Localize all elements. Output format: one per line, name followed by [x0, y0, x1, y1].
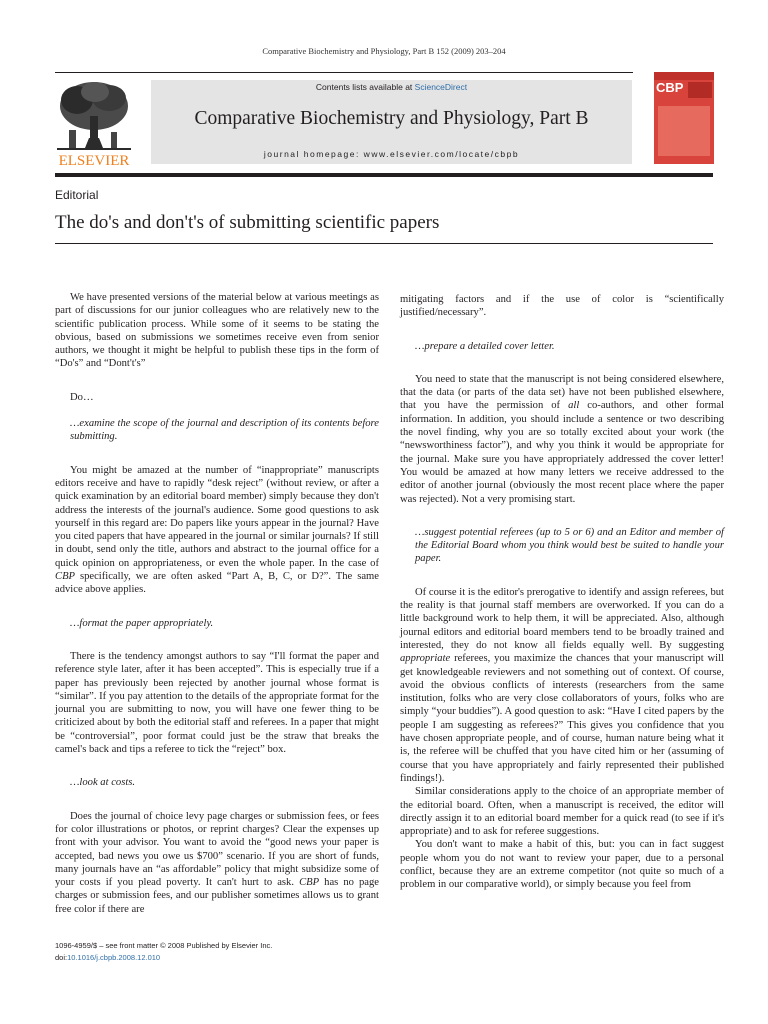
- paragraph-editorial-board: Similar considerations apply to the choice of an appropriate member of the editorial board. Often, when a manuscript is received, the editor will directly assign it to an editorial board member for a quick read (to see if it's appropriate) and to ask for referee suggestions.: [400, 786, 724, 838]
- title-rule: [55, 243, 713, 244]
- paragraph-costs: Does the journal of choice levy page charges or submission fees, or fees for color illustrations or photos, or reprint charges? Clear the expenses up front with your advisor. You want to avoid the “good news your paper is accepted, bad news you owe us $700” scenario. If you are short of funds, many journals have an “as affordable” policy that might subsidize some of your costs if you plead poverty. It can't hurt to ask. CBP has no page charges or submission fees, and our publisher sometimes allows us to grant free color if there are: [55, 810, 379, 915]
- subhead-look-at-costs: …look at costs.: [70, 777, 136, 789]
- subhead-cover-letter: …prepare a detailed cover letter.: [415, 340, 555, 352]
- cover-letters: CBP: [656, 80, 684, 95]
- subhead-suggest-referees: …suggest potential referees (up to 5 or 6) and an Editor and member of the Editorial Board whom you think would best be suited to handle your paper.: [415, 526, 724, 565]
- contents-line: [151, 82, 632, 92]
- paragraph-referees: Of course it is the editor's prerogative to identify and assign referees, but the reality is that journal staff members are overworked. If you can do a little background work to help them, it will be appreciated. Also, although journal editors and editorial board members tend to be broadly trained and interested, they do not know all fields equally well. By suggesting appropriate referees, you maximize the chances that your manuscript will get knowledgeable reviewers and not something out of context. Of course, avoid the obvious conflicts of interests (researchers from the same institution, folks who are very close collaborators of yours, folks who are simply “your buddies”). A good question to ask: “Have I cited papers by the people I am suggesting as referees?” This gives you confidence that you have chosen appropriate people, and of course, human nature being what it is, the referee will be chuffed that you have cited him or her (assuming of course that you have appropriately and fairly represented their published findings!).: [400, 586, 724, 784]
- paragraph-costs-continued: mitigating factors and if the use of color is “scientifically justified/necessary”.: [400, 294, 724, 319]
- contents-prefix: Contents lists available at: [315, 82, 415, 92]
- paragraph-cover-letter: You need to state that the manuscript is not being considered elsewhere, that the data (or parts of the data set) have not been published elsewhere, that you have the permission of all co-authors, and other formal information. In addition, you should include a sentence or two describing the novel finding, why you are so totally excited about your work (the “newsworthiness factor”), and why you think it would be appropriate for the journal. Make sure you have appropriately addressed the cover letter! You would be amazed at how many letters we receive addressed to the editor of another journal (obviously the most recent place where the paper was rejected). Not a very promising start.: [400, 373, 724, 505]
- do-label: Do…: [70, 391, 94, 403]
- publisher-name: ELSEVIER: [58, 153, 130, 168]
- footer: [55, 940, 272, 964]
- doi-line: doi:10.1016/j.cbpb.2008.12.010: [55, 953, 161, 962]
- subhead-format-paper: …format the paper appropriately.: [70, 617, 214, 629]
- intro-paragraph: We have presented versions of the material below at various meetings as part of discussions for our junior colleagues who are relatively new to the scientific publication process. While some of it seems to be stating the obvious, based on submissions we sometimes receive even from senior authors, we thought it might be helpful to publish these tips in the form of “Do's” and “Dont't's”: [55, 292, 379, 370]
- paragraph-format: There is the tendency amongst authors to say “I'll format the paper and reference style later, after it has been accepted”. This is especially true if a paper has previously been rejected by another journal whose format is “similar”. If you pay attention to the details of the appropriate format for the journal you are submitting to now, you will have one fewer thing to be criticized about by both the editorial staff and referees. In a paper that might be “controversial”, poor format could just be the straw that breaks the camel's back and tips a referee to tick the “reject” box.: [55, 650, 379, 756]
- left-column: [55, 291, 379, 916]
- subhead-examine-scope: …examine the scope of the journal and description of its contents before submitting.: [70, 418, 379, 443]
- running-head: Comparative Biochemistry and Physiology, Part B 152 (2009) 203–204: [262, 46, 506, 56]
- cover-band: [658, 106, 710, 156]
- journal-homepage[interactable]: journal homepage: www.elsevier.com/locate/cbpb: [263, 149, 520, 159]
- cover-box: [688, 82, 712, 98]
- sciencedirect-link[interactable]: ScienceDirect: [414, 82, 468, 92]
- header-top-rule: [55, 72, 633, 73]
- doi-link[interactable]: 10.1016/j.cbpb.2008.12.010: [67, 953, 161, 962]
- elsevier-tree-logo: [55, 78, 133, 168]
- paragraph-excluded-reviewers: You don't want to make a habit of this, but: you can in fact suggest people whom you do not want to review your paper, due to a personal conflict, because they are an extreme competitor (not quite so much of a problem in our comparative world), or simply because you feel from: [400, 839, 724, 891]
- issn-line: 1096-4959/$ – see front matter © 2008 Published by Elsevier Inc.: [55, 941, 273, 950]
- article-title: The do's and don't's of submitting scientific papers: [55, 212, 440, 233]
- paragraph-scope: You might be amazed at the number of “inappropriate” manuscripts editors receive and have to rapidly “desk reject” (without review, or after a quick examination by an editorial board member) simply because they don't address the interests of the journal's audience. Some good questions to ask yourself in this regard are: Do papers like yours appear in the journal? Have you cited papers that have appeared in the journal or similar journals? If still in doubt, send only the title, authors and abstract to the journal office for a quick opinion on appropriateness, or even the whole paper. In the case of CBP specifically, we are often asked “Part A, B, C, or D?”. The same advice above applies.: [55, 464, 379, 596]
- header-thick-rule: [55, 173, 713, 177]
- cover-top-band: [654, 72, 714, 80]
- journal-cover-thumbnail: [654, 72, 714, 164]
- section-label: Editorial: [55, 188, 99, 202]
- right-column: [400, 293, 724, 892]
- journal-title: Comparative Biochemistry and Physiology, Part B: [194, 108, 589, 129]
